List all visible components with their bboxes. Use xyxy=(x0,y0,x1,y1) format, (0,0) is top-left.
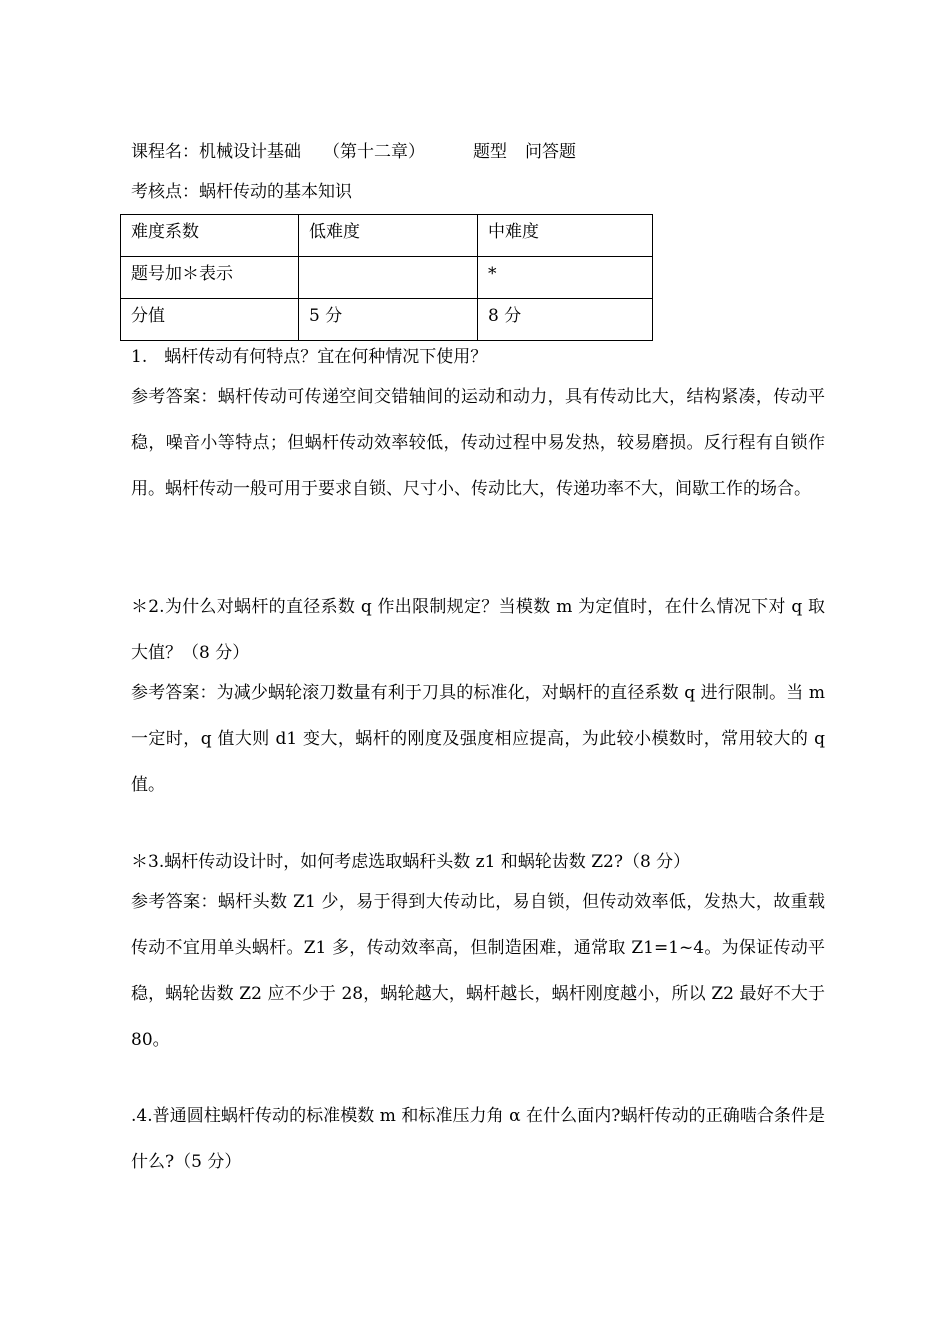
difficulty-table xyxy=(120,214,653,341)
answer-3: 参考答案：蜗杆头数 Z1 少，易于得到大传动比，易自锁，但传动效率低，发热大，故重载传动不宜用单头蜗杆。Z1 多，传动效率高，但制造困难，通常取 Z1=1~4。为保证传动平稳，蜗轮齿数 Z2 应不少于 28，蜗轮越大，蜗杆越长，蜗杆刚度越小，所以 Z2 最好不大于 80。 xyxy=(131,892,825,1050)
table-cell: 题号加＊表示 xyxy=(121,257,299,299)
question-2: ＊2.为什么对蜗杆的直径系数 q 作出限制规定？当模数 m 为定值时，在什么情况下对 q 取大值？（8 分） xyxy=(131,597,825,663)
topic-line xyxy=(131,180,352,204)
question-type-label: 题型 xyxy=(473,142,507,162)
answer-1: 参考答案：蜗杆传动可传递空间交错轴间的运动和动力，具有传动比大，结构紧凑，传动平稳，噪音小等特点；但蜗杆传动效率较低，传动过程中易发热，较易磨损。反行程有自锁作用。蜗杆传动一般可用于要求自锁、尺寸小、传动比大，传递功率不大，间歇工作的场合。 xyxy=(131,387,825,499)
topic-value: 蜗杆传动的基本知识 xyxy=(199,182,352,202)
table-cell xyxy=(299,257,478,299)
table-cell: 中难度 xyxy=(478,215,653,257)
table-cell: * xyxy=(478,257,653,299)
table-row xyxy=(121,299,653,341)
table-row xyxy=(121,257,653,299)
course-header-line xyxy=(131,140,576,164)
question-3: ＊3.蜗杆传动设计时，如何考虑选取蜗秆头数 z1 和蜗轮齿数 Z2?（8 分） xyxy=(131,852,691,872)
table-cell: 5 分 xyxy=(299,299,478,341)
question-4: .4.普通圆柱蜗杆传动的标准模数 m 和标准压力角 α 在什么面内?蜗杆传动的正确啮合条件是什么?（5 分） xyxy=(131,1106,825,1172)
table-row xyxy=(121,215,653,257)
table-cell: 低难度 xyxy=(299,215,478,257)
course-name: 机械设计基础 xyxy=(199,142,301,162)
table-cell: 分值 xyxy=(121,299,299,341)
course-label: 课程名： xyxy=(131,142,199,162)
answer-2: 参考答案：为减少蜗轮滚刀数量有利于刀具的标准化，对蜗杆的直径系数 q 进行限制。当 m 一定时，q 值大则 d1 变大，蜗杆的刚度及强度相应提高，为此较小模数时，常用较大的 q 值。 xyxy=(131,683,825,795)
chapter-label: （第十二章） xyxy=(323,142,425,162)
question-type-value: 问答题 xyxy=(525,142,576,162)
topic-label: 考核点： xyxy=(131,182,199,202)
question-1: 1. 蜗杆传动有何特点？宜在何种情况下使用？ xyxy=(131,347,488,367)
table-cell: 8 分 xyxy=(478,299,653,341)
table-cell: 难度系数 xyxy=(121,215,299,257)
